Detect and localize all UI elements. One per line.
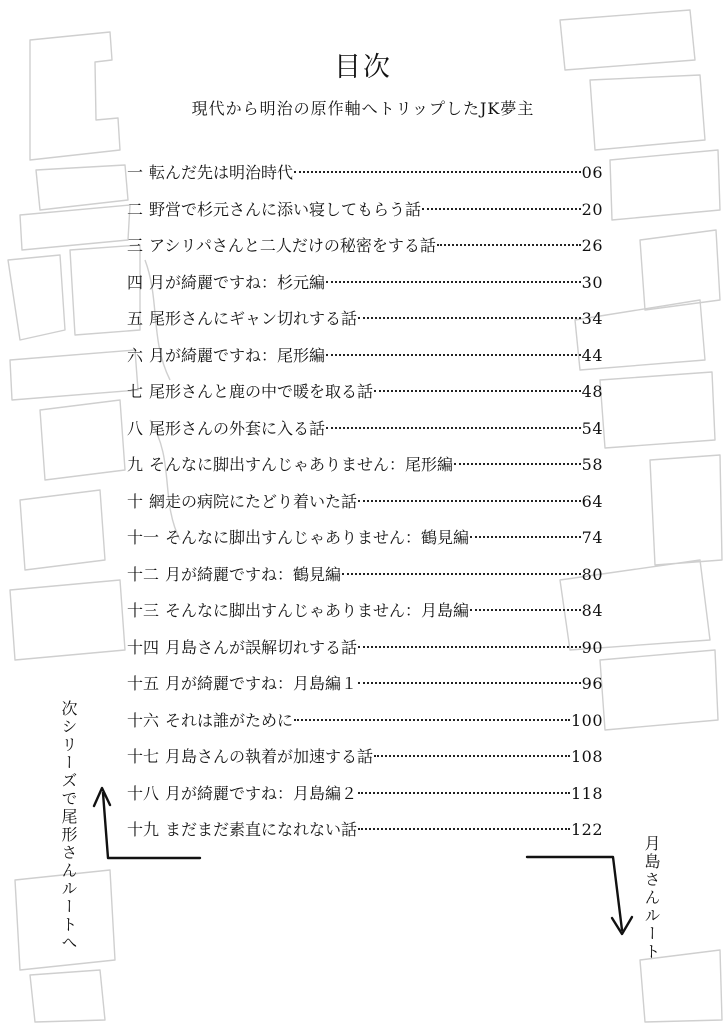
toc-leader-dots xyxy=(454,463,581,465)
toc-entry-title: まだまだ素直になれない話 xyxy=(165,820,358,839)
toc-leader-dots xyxy=(294,719,570,721)
toc-entry-number: 十三 xyxy=(127,601,160,620)
toc-leader-dots xyxy=(470,536,581,538)
toc-entry-number: 十九 xyxy=(127,820,160,839)
right-route-note: 月島さんルート xyxy=(642,835,661,961)
toc-entry-page: 100 xyxy=(570,710,603,730)
toc-entry-page: 122 xyxy=(570,820,603,839)
toc-entry-page: 64 xyxy=(581,491,603,511)
left-route-note: 次シリーズで尾形さんルートへ xyxy=(59,700,78,952)
toc-entry-page: 44 xyxy=(581,345,603,365)
toc-entry-title: 尾形さんにギャン切れする話 xyxy=(149,309,358,328)
toc-entry-page: 34 xyxy=(581,309,603,328)
toc-entry-number: 六 xyxy=(127,345,144,365)
toc-entry-title: 月が綺麗ですね：鶴見編 xyxy=(165,564,342,584)
toc-entry-page: 96 xyxy=(581,674,603,693)
toc-leader-dots xyxy=(358,317,581,319)
toc-entry xyxy=(127,343,603,380)
toc-entry-title: そんなに脚出すんじゃありません：尾形編 xyxy=(149,455,454,474)
toc-entry-page: 20 xyxy=(581,199,603,219)
toc-entry xyxy=(127,160,603,197)
toc-entry-number: 十二 xyxy=(127,564,160,584)
toc-leader-dots xyxy=(358,500,581,502)
toc-entry xyxy=(127,562,603,599)
toc-entry-title: 月島さんの執着が加速する話 xyxy=(165,747,374,766)
right-route-arrow xyxy=(527,857,632,934)
toc-leader-dots xyxy=(326,427,581,429)
toc-entry-number: 十四 xyxy=(127,637,160,657)
toc-entry-number: 十七 xyxy=(127,747,160,766)
toc-entry xyxy=(127,452,603,489)
toc-entry-number: 五 xyxy=(127,309,144,328)
toc-entry xyxy=(127,416,603,453)
toc-entry-number: 十八 xyxy=(127,783,160,803)
toc-entry-page: 30 xyxy=(581,272,603,292)
toc-entry-number: 十五 xyxy=(127,674,160,693)
toc-leader-dots xyxy=(374,390,581,392)
toc-entry-page: 118 xyxy=(570,783,603,803)
toc-entry-page: 48 xyxy=(581,382,603,401)
toc-entry-page: 54 xyxy=(581,418,603,438)
toc-entry xyxy=(127,708,603,745)
toc-leader-dots xyxy=(326,281,581,283)
toc-entry xyxy=(127,270,603,307)
toc-entry xyxy=(127,306,603,343)
toc-entry-page: 90 xyxy=(581,637,603,657)
toc-entry-title: そんなに脚出すんじゃありません：鶴見編 xyxy=(165,528,470,547)
toc-entry xyxy=(127,781,603,818)
toc-entry xyxy=(127,489,603,526)
toc-leader-dots xyxy=(358,828,570,830)
page-title: 目次 xyxy=(334,52,392,83)
page-subtitle: 現代から明治の原作軸へトリップしたJK夢主 xyxy=(191,99,535,118)
toc-entry-number: 二 xyxy=(127,199,144,219)
toc-leader-dots xyxy=(374,755,570,757)
toc-entry xyxy=(127,197,603,234)
toc-leader-dots xyxy=(422,208,581,210)
toc-entry-page: 58 xyxy=(581,455,603,474)
toc-entry-number: 十 xyxy=(127,491,144,511)
toc-entry-page: 74 xyxy=(581,528,603,547)
toc-entry-number: 八 xyxy=(127,418,144,438)
toc-leader-dots xyxy=(358,646,581,648)
toc-entry xyxy=(127,817,603,854)
toc-entry xyxy=(127,379,603,416)
toc-entry xyxy=(127,671,603,708)
toc-entry-title: 尾形さんと鹿の中で暖を取る話 xyxy=(149,382,374,401)
toc-entry-title: 月島さんが誤解切れする話 xyxy=(165,637,358,657)
toc-entry-title: それは誰がために xyxy=(165,710,294,730)
toc-entry-number: 十六 xyxy=(127,710,160,730)
toc-entry-title: 転んだ先は明治時代 xyxy=(149,163,294,182)
toc-entry-title: 月が綺麗ですね：月島編２ xyxy=(165,783,358,803)
toc-list xyxy=(127,160,603,854)
toc-entry-number: 七 xyxy=(127,382,144,401)
toc-leader-dots xyxy=(326,354,581,356)
toc-entry-page: 84 xyxy=(581,601,603,620)
toc-entry-title: 野営で杉元さんに添い寝してもらう話 xyxy=(149,199,422,219)
toc-entry xyxy=(127,598,603,635)
toc-entry-page: 26 xyxy=(581,236,603,255)
toc-entry xyxy=(127,233,603,270)
toc-leader-dots xyxy=(470,609,581,611)
toc-leader-dots xyxy=(294,171,581,173)
toc-leader-dots xyxy=(358,682,581,684)
toc-entry-number: 九 xyxy=(127,455,144,474)
toc-leader-dots xyxy=(358,792,570,794)
toc-entry-title: アシリパさんと二人だけの秘密をする話 xyxy=(149,236,436,255)
toc-entry-title: そんなに脚出すんじゃありません：月島編 xyxy=(165,601,470,620)
toc-entry-number: 十一 xyxy=(127,528,160,547)
toc-entry xyxy=(127,525,603,562)
toc-entry xyxy=(127,744,603,781)
toc-entry xyxy=(127,635,603,672)
toc-leader-dots xyxy=(342,573,581,575)
toc-entry-title: 尾形さんの外套に入る話 xyxy=(149,418,326,438)
toc-leader-dots xyxy=(437,244,581,246)
toc-entry-page: 06 xyxy=(581,163,603,182)
toc-entry-title: 月が綺麗ですね：尾形編 xyxy=(149,345,326,365)
toc-entry-number: 一 xyxy=(127,163,144,182)
toc-entry-page: 80 xyxy=(581,564,603,584)
toc-entry-title: 月が綺麗ですね：月島編１ xyxy=(165,674,358,693)
toc-entry-title: 月が綺麗ですね：杉元編 xyxy=(149,272,326,292)
toc-entry-number: 四 xyxy=(127,272,144,292)
toc-entry-title: 網走の病院にたどり着いた話 xyxy=(149,491,358,511)
toc-entry-page: 108 xyxy=(570,747,603,766)
toc-entry-number: 三 xyxy=(127,236,144,255)
